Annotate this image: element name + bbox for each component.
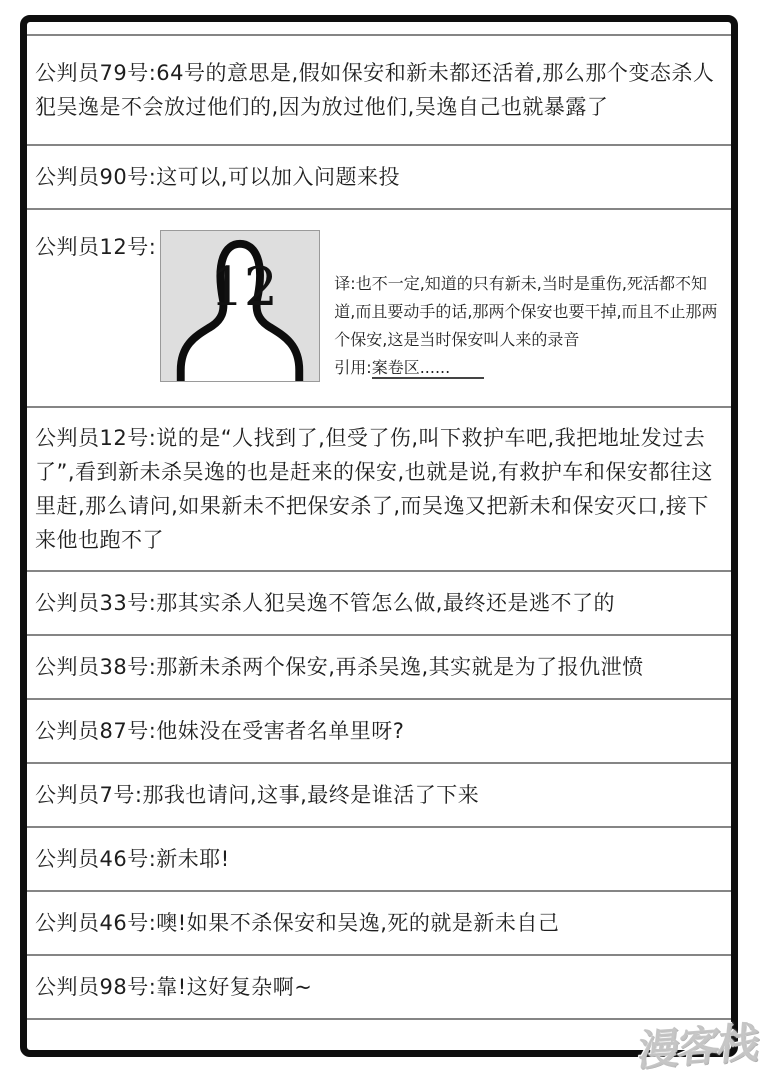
speaker-label: 公判员90号: [35,165,157,189]
speaker-label: 公判员98号: [35,975,157,999]
speaker-label: 公判员33号: [35,591,157,615]
chat-message [35,56,719,124]
case-files-link[interactable]: 案卷区...... [372,358,485,379]
avatar-number: 12 [210,256,279,319]
speaker-label: 公判员12号: [35,235,157,259]
chat-message [35,714,719,748]
quote-prefix: 引用: [334,358,372,377]
chat-row [27,954,731,1018]
transcript-panel [20,15,738,1057]
message-text: 靠!这好复杂啊~ [156,975,313,999]
chat-message [35,842,719,876]
speaker-label: 公判员79号: [35,61,157,85]
message-text: 那其实杀人犯吴逸不管怎么做,最终还是逃不了的 [156,591,615,615]
chat-message [35,421,719,557]
top-margin-strip [27,22,731,34]
chat-row [27,698,731,762]
chat-message [35,970,719,1004]
chat-row [27,890,731,954]
mankezhan-watermark-logo: 漫客栈 [635,1017,760,1075]
speaker-label: 公判员87号: [35,719,157,743]
translation-note [334,270,719,382]
message-text: 那新未杀两个保安,再杀吴逸,其实就是为了报仇泄愤 [156,655,644,679]
chat-row [27,570,731,634]
chat-row [27,634,731,698]
chat-row [27,34,731,144]
person-silhouette-icon [161,231,319,381]
speaker-label: 公判员46号: [35,847,157,871]
juror-12-avatar [160,230,320,382]
note-text: 译:也不一定,知道的只有新未,当时是重伤,死活都不知道,而且要动手的话,那两个保安也要干掉,而且不止那两个保安,这是当时保安叫人来的录音 [334,274,718,349]
chat-message [35,160,719,194]
message-text: 他妹没在受害者名单里呀? [156,719,405,743]
chat-message [35,586,719,620]
chat-row [27,144,731,208]
speaker-label: 公判员7号: [35,783,143,807]
chat-row [27,406,731,570]
chat-message [35,778,719,812]
quote-line [334,354,719,382]
chat-row [27,762,731,826]
chat-message [35,230,156,264]
chat-row [27,826,731,890]
speaker-label: 公判员46号: [35,911,157,935]
message-text: 64号的意思是,假如保安和新未都还活着,那么那个变态杀人犯吴逸是不会放过他们的,因为放过他们,吴逸自己也就暴露了 [35,61,715,119]
message-text: 那我也请问,这事,最终是谁活了下来 [142,783,480,807]
message-text: 噢!如果不杀保安和吴逸,死的就是新未自己 [156,911,560,935]
message-text: 这可以,可以加入问题来投 [156,165,400,189]
chat-row-with-avatar [27,208,731,406]
bottom-margin-strip [27,1018,731,1042]
speaker-label: 公判员12号: [35,426,157,450]
chat-message [35,650,719,684]
chat-message [35,906,719,940]
message-text: 新未耶! [156,847,230,871]
speaker-label: 公判员38号: [35,655,157,679]
message-text: 说的是“人找到了,但受了伤,叫下救护车吧,我把地址发过去了”,看到新未杀吴逸的也是赶来的保安,也就是说,有救护车和保安都往这里赶,那么请问,如果新未不把保安杀了,而吴逸又把新未和保安灭口,接下来他也跑不了 [35,426,713,552]
